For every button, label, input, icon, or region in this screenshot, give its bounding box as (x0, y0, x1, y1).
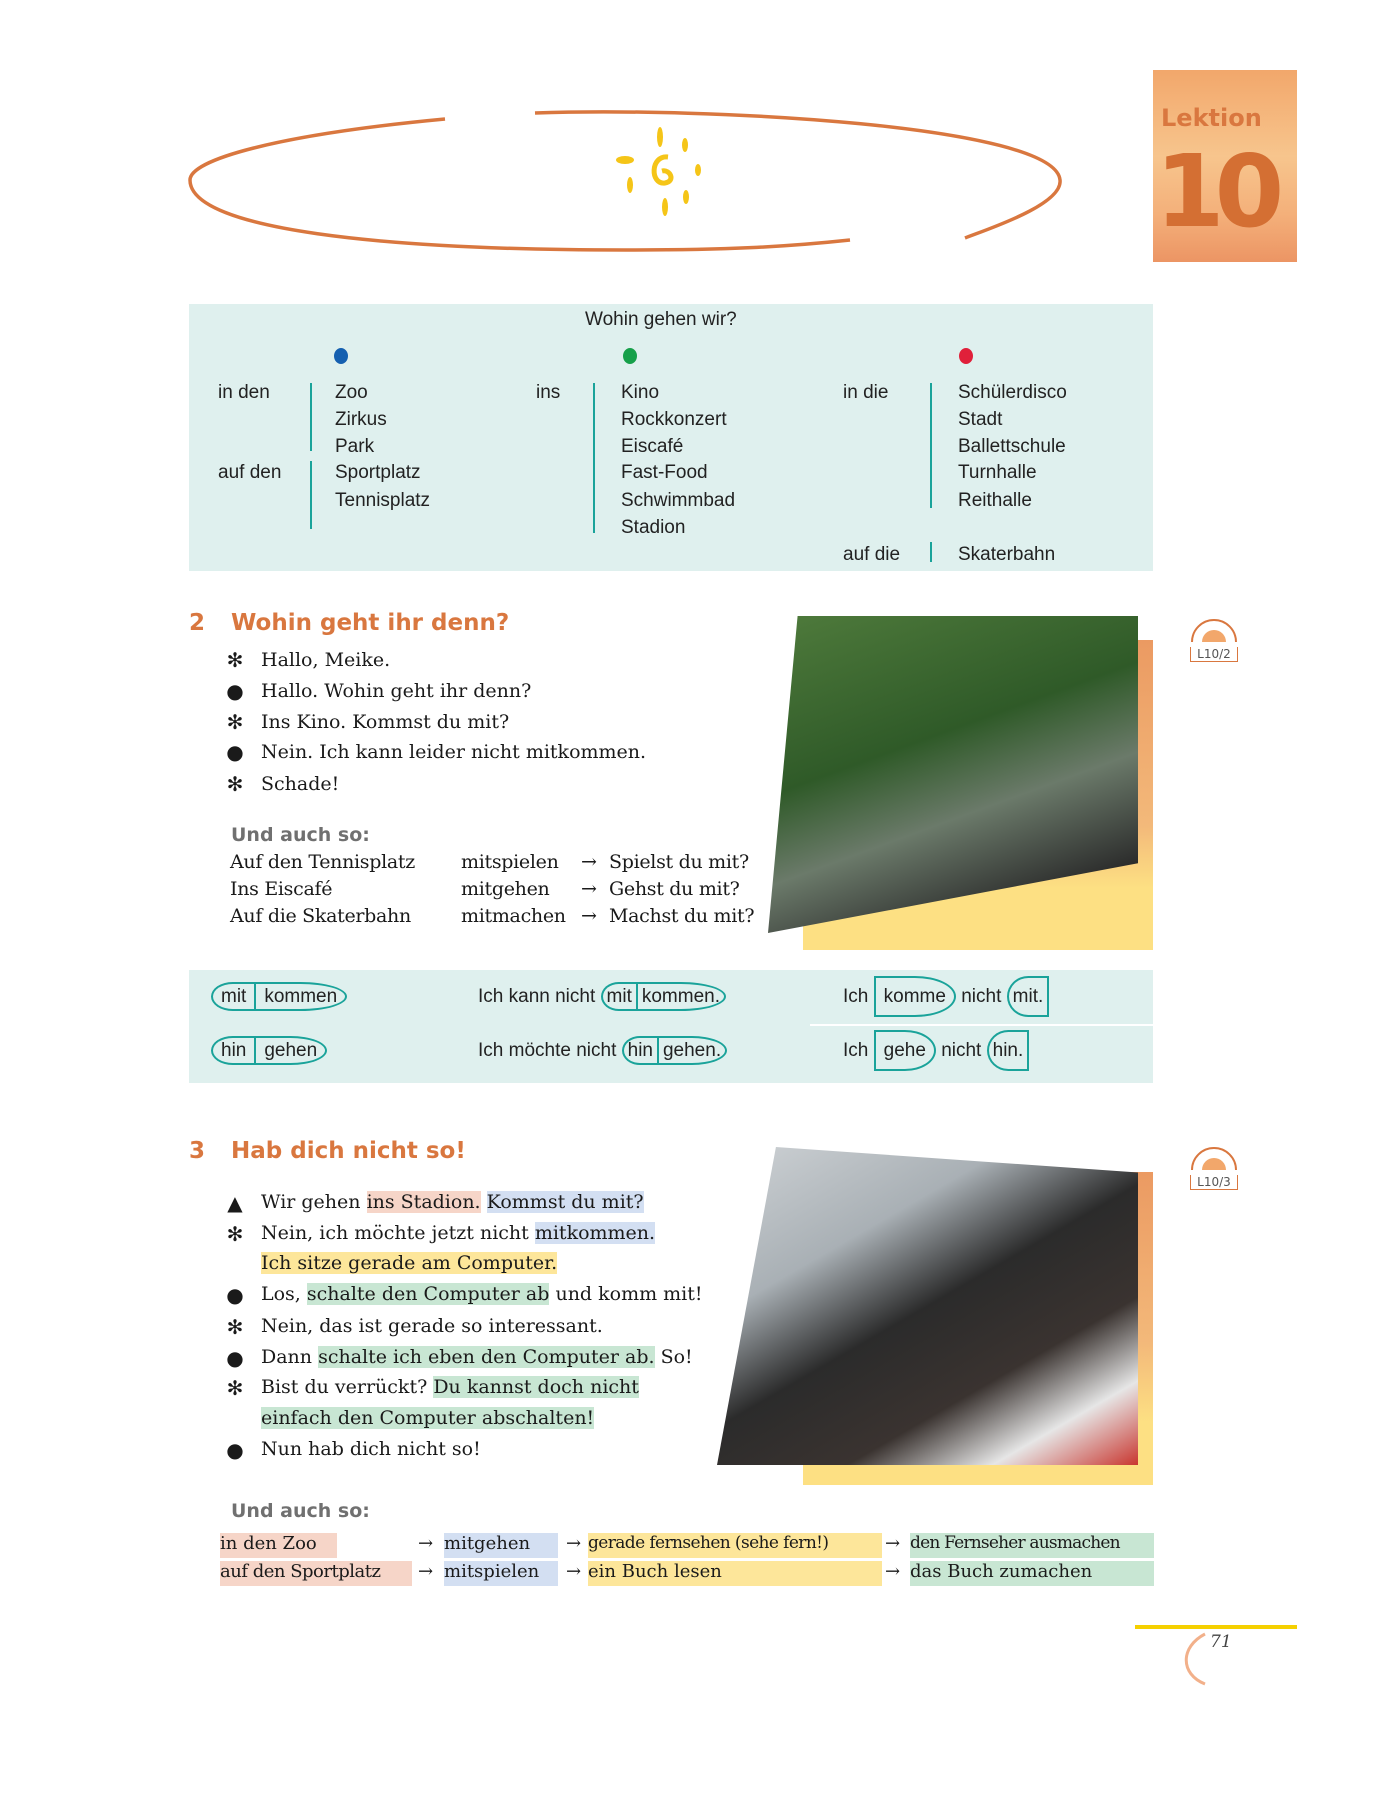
und-auch-so-label: Und auch so: (231, 824, 370, 846)
arrow-icon: → (566, 1533, 582, 1554)
variant-activity: ein Buch lesen (588, 1561, 882, 1586)
arrow-icon: → (581, 905, 597, 927)
dialogue-line: Nein, das ist gerade so interessant. (261, 1315, 603, 1337)
masculine-dot (334, 348, 348, 364)
verb-stem: kommen. (636, 982, 726, 1011)
und-auch-so-label: Und auch so: (231, 1500, 370, 1522)
dialogue-line (261, 1191, 644, 1213)
divider (810, 1024, 1153, 1026)
text: und komm mit! (549, 1283, 703, 1305)
sentence-text: nicht (941, 1040, 982, 1061)
variant-place: auf den Sportplatz (220, 1561, 412, 1586)
sentence-text: nicht (961, 986, 1002, 1007)
dialogue-line: Ins Kino. Kommst du mit? (261, 711, 510, 733)
prep-label: auf die (843, 544, 901, 565)
speaker-dot-icon: ● (226, 1283, 244, 1307)
place-item: Rockkonzert (621, 409, 727, 430)
footer-rule (1135, 1625, 1297, 1629)
sentence-text: Ich (843, 1040, 869, 1061)
modal-sentence (478, 986, 726, 1008)
footer-arc (1175, 1632, 1215, 1687)
lesson-number: 10 (1155, 133, 1275, 250)
verb-stem: gehen. (657, 1036, 727, 1065)
audio-cd-icon[interactable] (1188, 612, 1240, 664)
variant-question: Gehst du mit? (609, 878, 740, 900)
verb-prefix: mit (601, 982, 636, 1011)
speaker-dot-icon: ● (226, 1438, 244, 1462)
dialogue-line: Hallo. Wohin geht ihr denn? (261, 680, 532, 702)
dialogue-line (261, 1407, 594, 1429)
split-sentence (843, 986, 1049, 1008)
variant-place: Ins Eiscafé (230, 878, 333, 900)
verb-stem: gehen (254, 1036, 327, 1065)
dialogue-line: Nun hab dich nicht so! (261, 1438, 481, 1460)
text: Dann (261, 1346, 319, 1368)
place-item: Stadt (958, 409, 1003, 430)
dialogue-line (261, 1252, 557, 1274)
section-number: 3 (189, 1138, 206, 1164)
modal-sentence (478, 1040, 727, 1062)
table-title: Wohin gehen wir? (585, 309, 737, 330)
variant-place: Auf den Tennisplatz (230, 851, 415, 873)
variant-activity: gerade fernsehen (sehe fern!) (588, 1533, 882, 1558)
verb-stem: kommen (254, 982, 347, 1011)
lesson-badge (1153, 70, 1297, 262)
sentence-text: Ich kann nicht (478, 986, 596, 1007)
place-item: Sportplatz (335, 462, 421, 483)
sentence-text: Ich (843, 986, 869, 1007)
variant-question: Machst du mit? (609, 905, 755, 927)
variant-verb: mitspielen (444, 1561, 558, 1586)
split-sentence (843, 1040, 1029, 1062)
highlight-verb: Kommst du mit? (486, 1191, 644, 1213)
speaker-dot-icon: ● (226, 1346, 244, 1370)
arrow-icon: → (566, 1561, 582, 1582)
audio-cd-icon[interactable] (1188, 1140, 1240, 1192)
audio-track-label: L10/2 (1190, 647, 1238, 662)
page-number: 71 (1210, 1632, 1232, 1652)
speaker-star-icon: ✻ (226, 1315, 244, 1339)
verb-prefix: mit (211, 982, 254, 1011)
place-item: Park (335, 436, 375, 457)
text: Los, (261, 1283, 307, 1305)
separable-verb (211, 1040, 327, 1062)
speaker-triangle-icon: ▲ (227, 1191, 243, 1215)
place-item: Fast-Food (621, 462, 708, 483)
dialogue-line: Hallo, Meike. (261, 649, 391, 671)
text: Bist du verrückt? (261, 1376, 434, 1398)
speaker-dot-icon: ● (226, 740, 244, 764)
prep-label: in die (843, 382, 889, 403)
sun-icon (610, 125, 710, 220)
variant-question: Spielst du mit? (609, 851, 749, 873)
section-title: Hab dich nicht so! (231, 1138, 466, 1164)
feminine-dot (959, 348, 973, 364)
sentence-text: Ich möchte nicht (478, 1040, 617, 1061)
place-item: Kino (621, 382, 660, 403)
highlight-activity: Ich sitze gerade am Computer. (261, 1252, 558, 1274)
place-item: Skaterbahn (958, 544, 1056, 565)
speaker-star-icon: ✻ (226, 772, 244, 796)
speaker-star-icon: ✻ (226, 710, 244, 734)
lesson-label: Lektion (1161, 104, 1262, 132)
speaker-star-icon: ✻ (226, 648, 244, 672)
prep-label: in den (218, 382, 270, 403)
place-item: Tennisplatz (335, 490, 431, 511)
speaker-dot-icon: ● (226, 679, 244, 703)
dialogue-line (261, 1283, 703, 1305)
divider (593, 383, 595, 533)
place-item: Ballettschule (958, 436, 1066, 457)
section-number: 2 (189, 610, 206, 636)
verb-prefix: hin. (987, 1030, 1030, 1071)
place-item: Turnhalle (958, 462, 1037, 483)
dialogue-line (261, 1222, 655, 1244)
verb-stem: komme (874, 976, 956, 1017)
text: Wir gehen (261, 1191, 367, 1213)
audio-track-label: L10/3 (1190, 1175, 1238, 1190)
variant-action: den Fernseher ausmachen (910, 1533, 1154, 1558)
speaker-star-icon: ✻ (226, 1376, 244, 1400)
variant-verb: mitgehen (444, 1533, 558, 1558)
prep-label: ins (536, 382, 561, 403)
photo-teenagers-computer (717, 1147, 1138, 1465)
dialogue-line: Nein. Ich kann leider nicht mitkommen. (261, 741, 647, 763)
place-item: Stadion (621, 517, 686, 538)
variant-action: das Buch zumachen (910, 1561, 1154, 1586)
verb-stem: gehe (874, 1030, 936, 1071)
place-item: Eiscafé (621, 436, 684, 457)
variant-verb: mitgehen (461, 878, 550, 900)
arrow-icon: → (581, 878, 597, 900)
highlight-action: einfach den Computer abschalten! (261, 1407, 595, 1429)
arrow-icon: → (885, 1561, 901, 1582)
variant-verb: mitspielen (461, 851, 559, 873)
place-item: Zoo (335, 382, 368, 403)
divider (930, 542, 932, 562)
divider (310, 383, 312, 451)
divider (310, 461, 312, 529)
dialogue-line (261, 1346, 693, 1368)
variant-place: Auf die Skaterbahn (230, 905, 411, 927)
highlight-action: schalte ich eben den Computer ab. (318, 1346, 655, 1368)
neuter-dot (623, 348, 637, 364)
dialogue-line (261, 1376, 639, 1398)
place-item: Zirkus (335, 409, 387, 430)
text: Nein, ich möchte jetzt nicht (261, 1222, 535, 1244)
separable-verb (211, 986, 347, 1008)
arrow-icon: → (418, 1561, 434, 1582)
arrow-icon: → (581, 851, 597, 873)
place-item: Schwimmbad (621, 490, 736, 511)
highlight-place: ins Stadion. (366, 1191, 481, 1213)
dialogue-line: Schade! (261, 773, 340, 795)
text: So! (654, 1346, 693, 1368)
verb-prefix: hin (622, 1036, 657, 1065)
section-title: Wohin geht ihr denn? (231, 610, 510, 636)
verb-prefix: hin (211, 1036, 254, 1065)
arrow-icon: → (418, 1533, 434, 1554)
highlight-action: schalte den Computer ab (306, 1283, 550, 1305)
place-item: Schülerdisco (958, 382, 1067, 403)
variant-verb: mitmachen (461, 905, 566, 927)
arrow-icon: → (885, 1533, 901, 1554)
variant-place: in den Zoo (220, 1533, 337, 1558)
divider (930, 383, 932, 508)
speaker-star-icon: ✻ (226, 1222, 244, 1246)
place-item: Reithalle (958, 490, 1032, 511)
highlight-action: Du kannst doch nicht (433, 1376, 639, 1398)
prep-label: auf den (218, 462, 282, 483)
verb-prefix: mit. (1007, 976, 1050, 1017)
highlight-verb: mitkommen. (534, 1222, 656, 1244)
